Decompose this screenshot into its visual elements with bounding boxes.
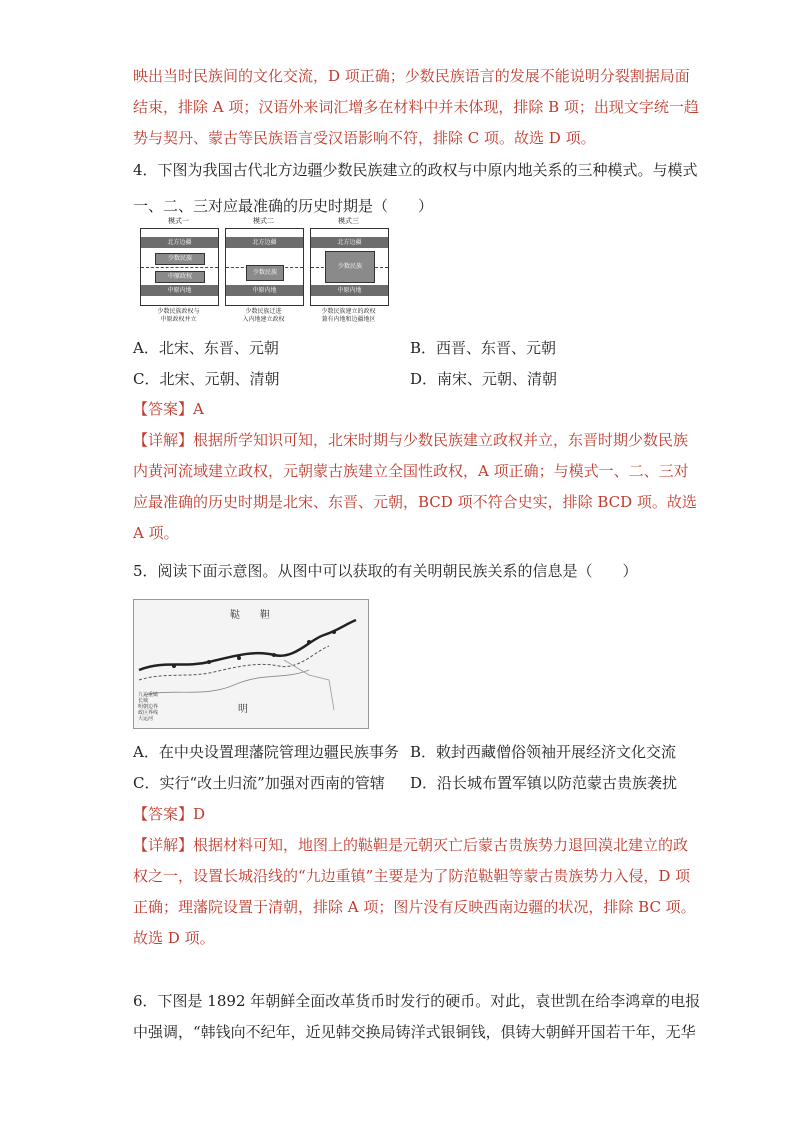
- north-frontier-band: 北方边疆: [141, 237, 218, 248]
- central-plains-band: 中原内地: [141, 285, 218, 296]
- garrison-marker: [207, 660, 211, 664]
- garrison-marker: [272, 653, 276, 657]
- q5-option-c[interactable]: C．实行“改土归流”加强对西南的管辖: [133, 774, 385, 792]
- ming-label: 明: [238, 704, 248, 715]
- q4-option-a[interactable]: A．北宋、东晋、元朝: [133, 339, 279, 357]
- mode-title: 模式二: [253, 217, 274, 225]
- intro-line-1: 映出当时民族间的文化交流，D 项正确；少数民族语言的发展不能说明分裂割据局面: [133, 67, 690, 85]
- q4-detail-line-2: 内黄河流域建立政权，元朝蒙古族建立全国性政权，A 项正确；与模式一、二、三对: [133, 462, 689, 480]
- garrison-marker: [237, 656, 241, 660]
- q5-option-d[interactable]: D．沿长城布置军镇以防范蒙古贵族袭扰: [410, 774, 678, 792]
- q5-stem: 5．阅读下面示意图。从图中可以获取的有关明朝民族关系的信息是（ ）: [133, 562, 638, 580]
- north-frontier-band: 北方边疆: [226, 237, 303, 248]
- coast-line: [284, 660, 334, 710]
- q4-detail-line-3: 应最准确的历史时期是北宋、东晋、元朝，BCD 项不符合史实，排除 BCD 项。故选: [133, 493, 697, 511]
- garrison-marker: [307, 640, 311, 644]
- legend-item: 政区界线: [138, 710, 159, 716]
- answer-value: D: [193, 805, 206, 823]
- q6-stem-line-1: 6．下图是 1892 年朝鲜全面改革货币时发行的硬币。对此，袁世凯在给李鸿章的电报: [133, 992, 701, 1010]
- q4-option-d[interactable]: D．南宋、元朝、清朝: [410, 370, 558, 388]
- central-plains-band: 中原内地: [311, 285, 388, 296]
- intro-line-3: 势与契丹、蒙古等民族语言受汉语影响不符，排除 C 项。故选 D 项。: [133, 129, 596, 147]
- mode-three: [310, 217, 390, 328]
- border-line: [139, 646, 329, 680]
- minority-regime-box: 少数民族: [325, 251, 375, 283]
- intro-line-2: 结束，排除 A 项；汉语外来词汇增多在材料中并未体现，排除 B 项；出现文字统一趋: [133, 98, 699, 116]
- q5-option-a[interactable]: A．在中央设置理藩院管理边疆民族事务: [133, 743, 399, 761]
- garrison-marker: [172, 664, 176, 668]
- answer-tag: 【答案】: [133, 805, 194, 823]
- legend-item: 大运河: [138, 716, 154, 722]
- q4-option-c[interactable]: C．北宋、元朝、清朝: [133, 370, 280, 388]
- mode-caption: 少数民族迁进 入内地建立政权: [242, 308, 285, 323]
- province-line: [144, 670, 309, 695]
- mode-caption: 少数民族政权与 中原政权并立: [157, 308, 200, 323]
- north-frontier-band: 北方边疆: [311, 237, 388, 248]
- legend-item: 九边重镇: [138, 692, 159, 698]
- mode-title: 模式一: [168, 217, 189, 225]
- q4-detail-line-1: 【详解】根据所学知识可知，北宋时期与少数民族建立政权并立，东晋时期少数民族: [133, 431, 689, 449]
- central-plains-band: 中原内地: [226, 285, 303, 296]
- q5-detail-line-4: 故选 D 项。: [133, 929, 215, 947]
- garrison-marker: [332, 630, 336, 634]
- map-legend: [138, 692, 158, 722]
- legend-item: 明朝边界: [138, 704, 159, 710]
- minority-regime-box: 少数民族: [246, 265, 284, 281]
- great-wall-line: [139, 620, 356, 670]
- detail-tag: 【详解】: [133, 431, 194, 449]
- mode-two: [225, 217, 305, 328]
- q4-stem-line-1: 4．下图为我国古代北方边疆少数民族建立的政权与中原内地关系的三种模式。与模式: [133, 161, 698, 179]
- mode-one: [140, 217, 220, 328]
- q5-answer: [133, 804, 205, 824]
- q4-answer: [133, 399, 204, 419]
- detail-tag: 【详解】: [133, 836, 194, 854]
- answer-tag: 【答案】: [133, 400, 194, 418]
- q5-detail-line-3: 正确；理藩院设置于清朝，排除 A 项；图片没有反映西南边疆的状况，排除 BC 项。: [133, 898, 696, 916]
- q5-detail-line-2: 权之一，设置长城沿线的“九边重镇”主要是为了防范鞑靼等蒙古贵族势力入侵，D 项: [133, 867, 691, 885]
- answer-value: A: [193, 400, 204, 418]
- mode-caption: 少数民族建立的政权 兼有内地和边疆地区: [321, 308, 376, 323]
- ming-map: [133, 599, 369, 729]
- q4-detail-line-4: A 项。: [133, 524, 179, 542]
- boundary-dash: [141, 267, 218, 268]
- q4-option-b[interactable]: B．西晋、东晋、元朝: [410, 339, 557, 357]
- mode-title: 模式三: [338, 217, 359, 225]
- minority-regime-box: 少数民族: [155, 253, 205, 265]
- legend-item: 长城: [138, 698, 149, 704]
- q5-option-b[interactable]: B．敕封西藏僧俗领袖开展经济文化交流: [410, 743, 677, 761]
- q6-stem-line-2: 中强调，“韩钱向不纪年，近见韩交换局铸洋式银铜钱，俱铸大朝鲜开国若干年，无华: [133, 1023, 696, 1041]
- tatar-label: 鞑 靼: [230, 610, 270, 621]
- q4-stem-line-2: 一、二、三对应最准确的历史时期是（ ）: [133, 197, 434, 215]
- central-regime-box: 中原政权: [155, 271, 205, 283]
- q5-detail-line-1: 【详解】根据材料可知，地图上的鞑靼是元朝灭亡后蒙古贵族势力退回漠北建立的政: [133, 836, 689, 854]
- q4-modes-figure: [140, 217, 390, 328]
